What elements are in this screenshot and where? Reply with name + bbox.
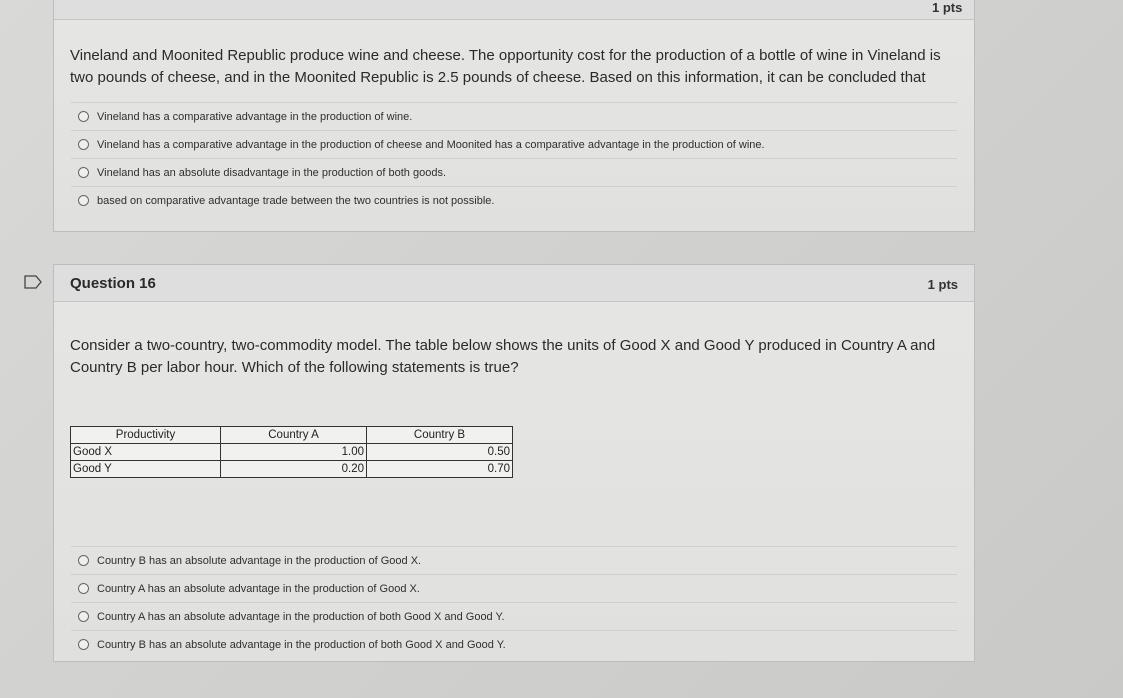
question-header bbox=[54, 0, 974, 20]
points-label: 1 pts bbox=[932, 0, 963, 15]
radio-button[interactable] bbox=[78, 167, 89, 178]
answer-option[interactable] bbox=[71, 630, 957, 658]
answer-label: based on comparative advantage trade between the two countries is not possible. bbox=[97, 194, 495, 207]
table-cell: Good Y bbox=[71, 461, 221, 478]
productivity-table bbox=[70, 426, 513, 478]
question-header bbox=[54, 265, 974, 302]
answer-option[interactable] bbox=[71, 102, 957, 130]
radio-button[interactable] bbox=[78, 583, 89, 594]
radio-button[interactable] bbox=[78, 555, 89, 566]
radio-button[interactable] bbox=[78, 111, 89, 122]
answer-option[interactable] bbox=[71, 158, 957, 186]
answer-label: Country B has an absolute advantage in the production of Good X. bbox=[97, 554, 422, 567]
question-text: Vineland and Moonited Republic produce wine and cheese. The opportunity cost for the production of a bottle of wine in Vineland is two pounds of cheese, and in the Moonited Republic is 2.5 pounds of cheese. Based on this information, it can be concluded that bbox=[70, 47, 941, 86]
answer-label: Country B has an absolute advantage in the production of both Good X and Good Y. bbox=[97, 638, 506, 651]
table-row bbox=[71, 444, 513, 461]
table-cell: 1.00 bbox=[221, 444, 367, 461]
answer-label: Country A has an absolute advantage in the production of both Good X and Good Y. bbox=[97, 610, 505, 623]
answer-label: Vineland has an absolute disadvantage in the production of both goods. bbox=[97, 166, 447, 179]
table-header-cell: Country A bbox=[221, 427, 367, 444]
answer-list bbox=[71, 102, 957, 214]
table-cell: Good X bbox=[71, 444, 221, 461]
question-card-previous bbox=[53, 0, 975, 232]
points-label: 1 pts bbox=[927, 277, 958, 292]
table-cell: 0.20 bbox=[221, 461, 367, 478]
radio-button[interactable] bbox=[78, 195, 89, 206]
radio-button[interactable] bbox=[78, 139, 89, 150]
table-header-row bbox=[71, 427, 513, 444]
answer-label: Vineland has a comparative advantage in the production of cheese and Moonited has a comparative advantage in the production of wine. bbox=[97, 138, 765, 151]
radio-button[interactable] bbox=[78, 611, 89, 622]
answer-label: Vineland has a comparative advantage in the production of wine. bbox=[97, 110, 413, 123]
question-card-16 bbox=[53, 264, 975, 662]
answer-option[interactable] bbox=[71, 186, 957, 214]
radio-button[interactable] bbox=[78, 639, 89, 650]
answer-list bbox=[71, 546, 957, 658]
table-header-cell: Country B bbox=[367, 427, 513, 444]
table-header-cell: Productivity bbox=[71, 427, 221, 444]
answer-option[interactable] bbox=[71, 602, 957, 630]
answer-option[interactable] bbox=[71, 546, 957, 574]
question-text: Consider a two-country, two-commodity model. The table below shows the units of Good X and Good Y produced in Country A and Country B per labor hour. Which of the following statements is true? bbox=[70, 337, 936, 376]
answer-option[interactable] bbox=[71, 574, 957, 602]
table-row bbox=[71, 461, 513, 478]
table-cell: 0.50 bbox=[367, 444, 513, 461]
answer-label: Country A has an absolute advantage in the production of Good X. bbox=[97, 582, 420, 595]
flag-question-icon[interactable] bbox=[24, 275, 42, 289]
question-title: Question 16 bbox=[70, 275, 156, 292]
table-cell: 0.70 bbox=[367, 461, 513, 478]
answer-option[interactable] bbox=[71, 130, 957, 158]
